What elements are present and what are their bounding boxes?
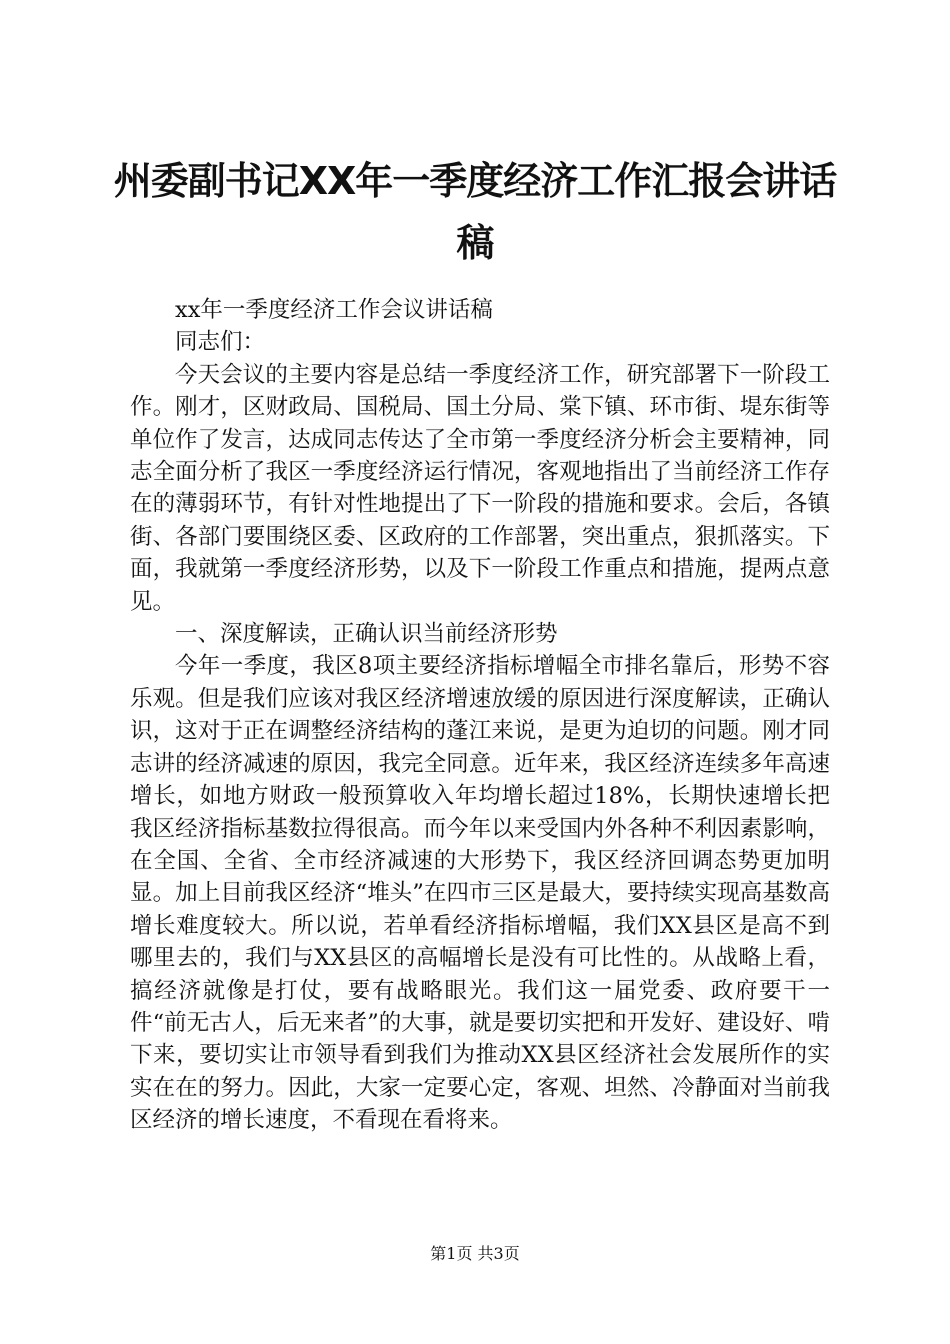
salutation-paragraph: 同志们： xyxy=(175,329,266,356)
document-body xyxy=(130,294,830,1137)
body-paragraph: 今年一季度，我区8项主要经济指标增幅全市排名靠后，形势不容乐观。但是我们应该对我区经济增速放缓的原因进行深度解读，正确认识，这对于正在调整经济结构的蓬江来说，是更为迫切的问题。刚才同志讲的经济减速的原因，我完全同意。近年来，我区经济连续多年高速增长，如地方财政一般预算收入年均增长超过18%，长期快速增长把我区经济指标基数拉得很高。而今年以来受国内外各种不利因素影响，在全国、全省、全市经济减速的大形势下，我区经济回调态势更加明显。加上目前我区经济“堆头”在四市三区是最大，要持续实现高基数高增长难度较大。所以说，若单看经济指标增幅，我们XX县区是高不到哪里去的，我们与XX县区的高幅增长是没有可比性的。从战略上看，搞经济就像是打仗，要有战略眼光。我们这一届党委、政府要干一件“前无古人，后无来者”的大事，就是要切实把和开发好、建设好、啃下来，要切实让市领导看到我们为推动XX县区经济社会发展所作的实实在在的努力。因此，大家一定要心定，客观、坦然、冷静面对当前我区经济的增长速度，不看现在看将来。 xyxy=(130,653,830,1134)
document-title-line-1: 州委副书记XX年一季度经济工作汇报会讲话 xyxy=(113,159,837,203)
subtitle-paragraph: xx年一季度经济工作会议讲话稿 xyxy=(175,297,493,323)
page-footer: 第1页 共3页 xyxy=(430,1244,520,1263)
document-title-line-2: 稿 xyxy=(456,221,494,265)
section-heading: 一、深度解读，正确认识当前经济形势 xyxy=(175,621,558,648)
body-paragraph: 今天会议的主要内容是总结一季度经济工作，研究部署下一阶段工作。刚才，区财政局、国税局、国土分局、棠下镇、环市街、堤东街等单位作了发言，达成同志传达了全市第一季度经济分析会主要精神，同志全面分析了我区一季度经济运行情况，客观地指出了当前经济工作存在的薄弱环节，有针对性地提出了下一阶段的措施和要求。会后，各镇街、各部门要围绕区委、区政府的工作部署，突出重点，狠抓落实。下面，我就第一季度经济形势，以及下一阶段工作重点和措施，提两点意见。 xyxy=(130,361,830,615)
